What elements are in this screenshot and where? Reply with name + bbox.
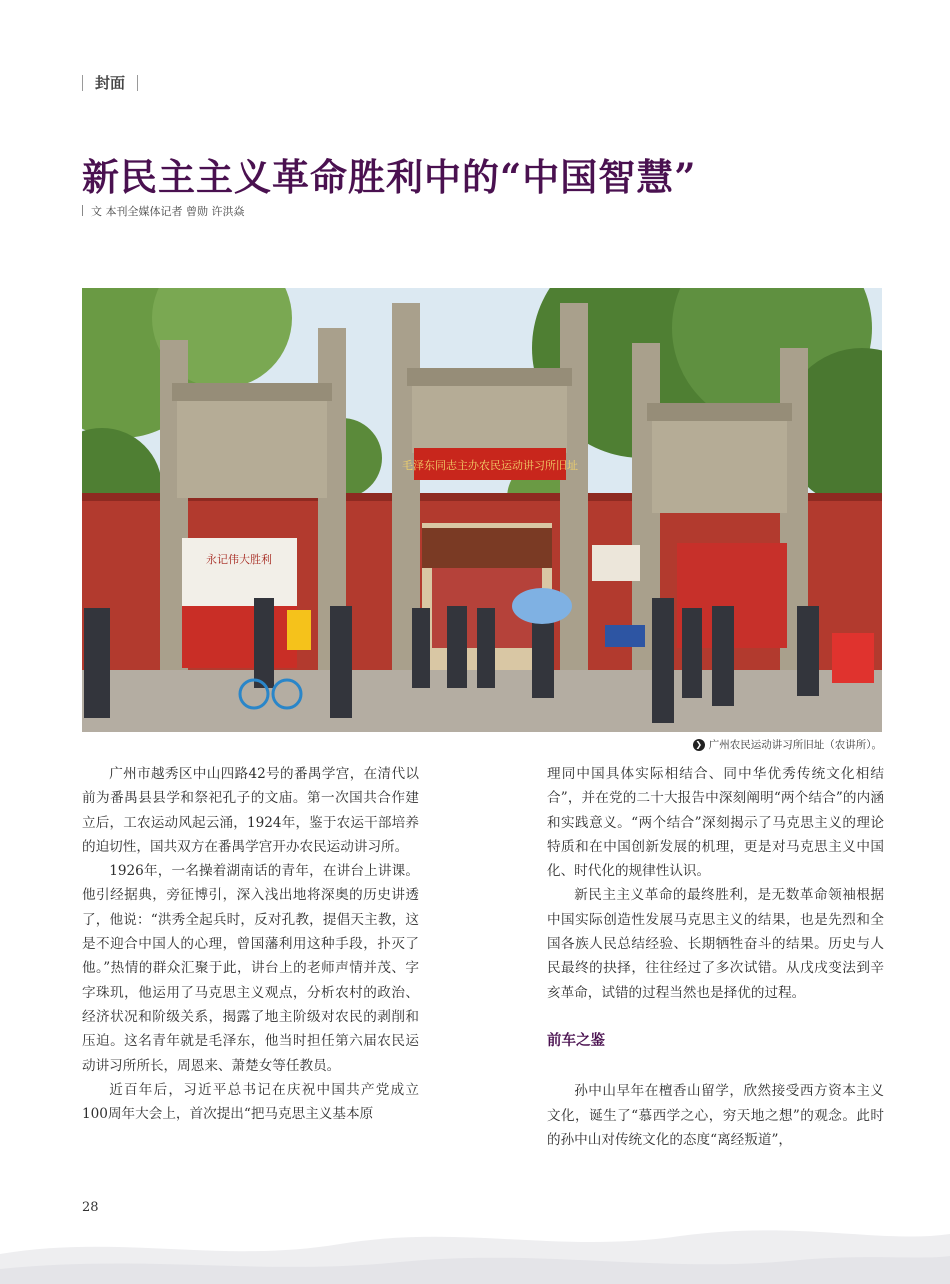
gate-banner-text: 毛泽东同志主办农民运动讲习所旧址 — [402, 459, 578, 472]
article-title: 新民主主义革命胜利中的“中国智慧” — [82, 155, 697, 199]
poster-title: 永记伟大胜利 — [206, 553, 272, 566]
section-divider-right — [137, 75, 138, 91]
paragraph: 孙中山早年在檀香山留学，欣然接受西方资本主义文化，诞生了“慕西学之心，穷天地之想”的观念。此时的孙中山对传统文化的态度“离经叛道”， — [547, 1083, 884, 1148]
paragraph: 广州市越秀区中山四路42号的番禺学宫，在清代以前为番禺县县学和祭祀孔子的文庙。第一次国共合作建立后，工农运动风起云涌，1924年，鉴于农运干部培养的迫切性，国共双方在番禺学宫开办农民运动讲习所。 — [82, 766, 419, 855]
body-column-left — [82, 762, 419, 1126]
byline-text: 文 本刊全媒体记者 曾勋 许洪焱 — [91, 205, 245, 218]
section-tag — [82, 72, 138, 93]
paragraph-continued: 理同中国具体实际相结合、同中华优秀传统文化相结合”，并在党的二十大报告中深刻阐明“两个结合”的内涵和实践意义。“两个结合”深刻揭示了马克思主义的理论特质和在中国创新发展的机理，更是对马克思主义中国化、时代化的规律性认识。 — [547, 766, 884, 880]
page-number: 28 — [82, 1200, 99, 1215]
photo-caption — [693, 737, 882, 752]
cover-photo — [82, 288, 882, 732]
caption-arrow-icon: ❯ — [693, 739, 705, 751]
caption-text: 广州农民运动讲习所旧址（农讲所）。 — [708, 739, 882, 751]
section-divider-left — [82, 75, 83, 91]
paragraph: 近百年后，习近平总书记在庆祝中国共产党成立100周年大会上，首次提出“把马克思主义基本原 — [82, 1081, 419, 1123]
paragraph: 新民主主义革命的最终胜利，是无数革命领袖根据中国实际创造性发展马克思主义的结果，也是先烈和全国各族人民总结经验、长期牺牲奋斗的结果。历史与人民最终的抉择，往往经过了多次试错。从戊戌变法到辛亥革命，试错的过程当然也是择优的过程。 — [547, 887, 884, 1001]
section-label: 封面 — [95, 74, 126, 92]
footer-decoration — [0, 1194, 950, 1284]
byline-divider — [82, 205, 83, 216]
subheading: 前车之鉴 — [547, 1031, 605, 1049]
paragraph: 1926年，一名操着湖南话的青年，在讲台上讲课。他引经据典，旁征博引，深入浅出地将深奥的历史讲透了，他说：“洪秀全起兵时，反对孔教，提倡天主教，这是不迎合中国人的心理，曾国藩利用这种手段，扑灭了他。”热情的群众汇聚于此，讲台上的老师声情并茂、字字珠玑，他运用了马克思主义观点，分析农村的政治、经济状况和阶级关系，揭露了地主阶级对农民的剥削和压迫。这名青年就是毛泽东，他当时担任第六届农民运动讲习所所长，周恩来、萧楚女等任教员。 — [82, 863, 419, 1074]
article-byline — [82, 203, 245, 219]
body-column-right — [547, 762, 884, 1152]
